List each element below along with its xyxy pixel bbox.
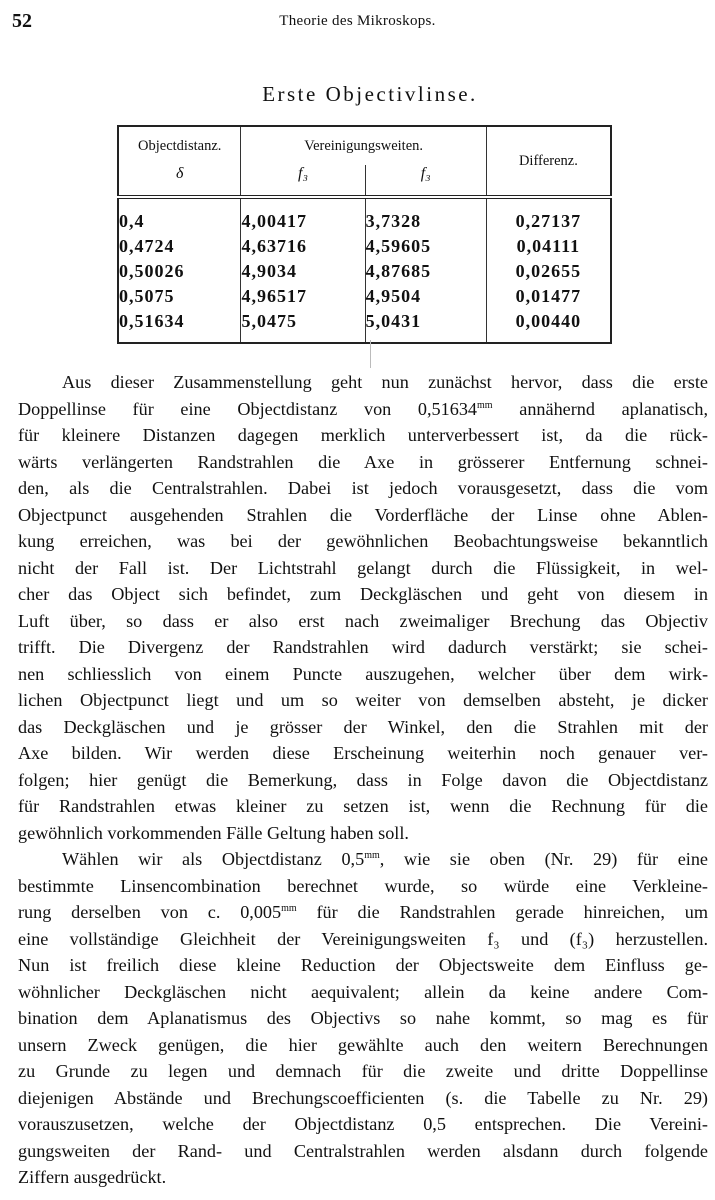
text-line	[18, 555, 708, 582]
cell-differenz: 0,01477	[515, 286, 582, 306]
text-line	[18, 1032, 708, 1059]
text-line	[18, 793, 708, 820]
cell-f3-central: 5,0431	[365, 309, 486, 343]
scan-artifact-line	[370, 340, 371, 368]
text-segment: unsern Zweck genügen, die hier gewählte auch den weitern Berechnungen	[18, 1034, 708, 1055]
lens-data-table	[117, 125, 612, 344]
text-line	[18, 475, 708, 502]
unit-superscript: mm	[477, 399, 493, 411]
cell-objectdistanz: 0,5075	[118, 284, 241, 309]
text-segment: folgen; hier genügt die Bemerkung, dass in Folge davon die Objectdistanz	[18, 769, 708, 790]
text-segment: zu Grunde zu legen und demnach für die zweite und dritte Doppellinse	[18, 1061, 708, 1081]
text-line	[18, 1111, 708, 1138]
text-line	[18, 1085, 708, 1112]
text-segment: diejenigen Abstände und Brechungscoefficienten (s. die Tabelle zu Nr. 29)	[18, 1087, 708, 1108]
running-title: Theorie des Mikroskops.	[279, 13, 436, 29]
text-segment: den, als die Centralstrahlen. Dabei ist jedoch vorausgesetzt, dass die vom	[18, 478, 708, 498]
text-line	[18, 899, 708, 926]
cell-objectdistanz: 0,51634	[118, 309, 241, 343]
text-line	[18, 449, 708, 476]
unit-superscript: mm	[281, 903, 297, 914]
cell-differenz: 0,27137	[515, 211, 582, 231]
text-line	[18, 820, 708, 847]
text-segment: für kleinere Distanzen dagegen merklich unterverbessert ist, da die rück-	[18, 425, 708, 445]
text-segment: Axe bilden. Wir werden diese Erscheinung weiterhin noch genauer ver-	[18, 743, 708, 763]
text-segment: Objectpunct ausgehenden Strahlen die Vorderfläche der Linse ohne Ablen-	[18, 504, 708, 525]
text-segment: nen schliesslich von einem Puncte auszugehen, welcher über dem wirk-	[18, 663, 708, 684]
table-row	[118, 284, 611, 309]
text-segment: Doppellinse für eine Objectdistanz von 0,51634	[18, 398, 478, 419]
text-line	[18, 396, 708, 423]
header-vereinigungsweiten: Vereinigungsweiten.	[241, 126, 486, 165]
text-line	[18, 873, 708, 900]
text-segment: kung erreichen, was bei der gewöhnlichen Beobachtungsweise bekanntlich	[18, 531, 708, 551]
header-delta-symbol: δ	[118, 165, 241, 197]
table-row	[118, 309, 611, 343]
text-segment: rung derselben von c. 0,005	[18, 902, 282, 922]
table-row	[118, 209, 611, 234]
cell-f3-rand: 4,00417	[241, 209, 365, 234]
text-line	[18, 1164, 708, 1191]
text-segment: Luft über, so dass er also erst nach zweimaliger Brechung das Objectiv	[18, 610, 708, 631]
cell-objectdistanz: 0,4724	[118, 234, 241, 259]
text-line	[18, 1005, 708, 1032]
text-line	[18, 422, 708, 449]
header-differenz: Differenz.	[518, 152, 578, 169]
text-segment: gewöhnlich vorkommenden Fälle Geltung haben soll.	[18, 822, 409, 843]
text-line	[18, 687, 708, 714]
header-f3-central: f₃	[365, 165, 486, 197]
text-segment: bination dem Aplanatismus des Objectivs so nahe kommt, so mag es für	[18, 1008, 708, 1028]
text-segment: nicht der Fall ist. Der Lichtstrahl gelangt durch die Flüssigkeit, in wel-	[18, 557, 708, 578]
text-line	[18, 369, 708, 396]
text-line	[18, 740, 708, 767]
text-line	[18, 634, 708, 661]
text-line	[18, 528, 708, 555]
text-segment: gungsweiten der Rand- und Centralstrahlen werden alsdann durch folgende	[18, 1140, 708, 1161]
text-line	[18, 767, 708, 794]
text-segment: wärts verlängerten Randstrahlen die Axe in grösserer Entfernung schnei-	[18, 451, 708, 472]
text-segment: annähernd aplanatisch,	[492, 398, 708, 419]
cell-f3-central: 4,87685	[365, 259, 486, 284]
text-line	[18, 926, 708, 953]
text-segment: eine vollständige Gleichheit der Vereinigungsweiten f₃ und (f₃) herzustellen.	[18, 928, 708, 949]
text-line	[18, 846, 708, 873]
text-line	[18, 952, 708, 979]
text-line	[18, 608, 708, 635]
cell-objectdistanz: 0,4	[118, 209, 241, 234]
cell-f3-rand: 5,0475	[241, 309, 365, 343]
cell-f3-central: 3,7328	[365, 209, 486, 234]
cell-objectdistanz: 0,50026	[118, 259, 241, 284]
cell-f3-central: 4,59605	[365, 234, 486, 259]
header-objectdistanz: Objectdistanz.	[118, 126, 241, 165]
text-segment: trifft. Die Divergenz der Randstrahlen wird dadurch verstärkt; sie schei-	[18, 637, 708, 657]
text-line	[18, 502, 708, 529]
text-segment: das Deckgläschen und je grösser der Winkel, den die Strahlen mit der	[18, 716, 708, 737]
text-line	[18, 979, 708, 1006]
cell-differenz: 0,00440	[515, 311, 582, 331]
text-line	[18, 714, 708, 741]
header-f3-rand: f₃	[241, 165, 365, 197]
text-segment: für die Randstrahlen gerade hinreichen, um	[296, 902, 708, 922]
text-line	[18, 661, 708, 688]
cell-f3-central: 4,9504	[365, 284, 486, 309]
page-number: 52	[12, 10, 32, 32]
text-line	[18, 581, 708, 608]
cell-f3-rand: 4,9034	[241, 259, 365, 284]
text-segment: lichen Objectpunct liegt und um so weiter von demselben absteht, je dicker	[18, 690, 708, 710]
text-segment: cher das Object sich befindet, zum Deckgläschen und geht von diesem in	[18, 584, 708, 604]
text-line	[18, 1058, 708, 1085]
text-segment: , wie sie oben (Nr. 29) für eine	[379, 849, 708, 869]
text-segment: Ziffern ausgedrückt.	[18, 1167, 167, 1187]
text-line	[18, 1138, 708, 1165]
table-row	[118, 259, 611, 284]
cell-differenz: 0,04111	[516, 236, 581, 256]
text-segment: Aus dieser Zusammenstellung geht nun zunächst hervor, dass die erste	[62, 372, 708, 392]
text-segment: für Randstrahlen etwas kleiner zu setzen ist, wenn die Rechnung für die	[18, 796, 708, 816]
table-row	[118, 234, 611, 259]
text-segment: Wählen wir als Objectdistanz 0,5	[62, 849, 365, 869]
cell-differenz: 0,02655	[515, 261, 582, 281]
table-title: Erste Objectivlinse.	[262, 82, 478, 106]
cell-f3-rand: 4,96517	[241, 284, 365, 309]
text-segment: vorauszusetzen, welche der Objectdistanz 0,5 entsprechen. Die Vereini-	[18, 1114, 708, 1134]
cell-f3-rand: 4,63716	[241, 234, 365, 259]
text-segment: wöhnlicher Deckgläschen nicht aequivalent; allein da keine andere Com-	[18, 981, 708, 1002]
text-segment: bestimmte Linsencombination berechnet wurde, so würde eine Verkleine-	[18, 875, 708, 896]
unit-superscript: mm	[364, 850, 380, 861]
text-segment: Nun ist freilich diese kleine Reduction der Objectsweite dem Einfluss ge-	[18, 955, 708, 975]
paragraph-1	[18, 369, 708, 846]
paragraph-2	[18, 846, 708, 1191]
